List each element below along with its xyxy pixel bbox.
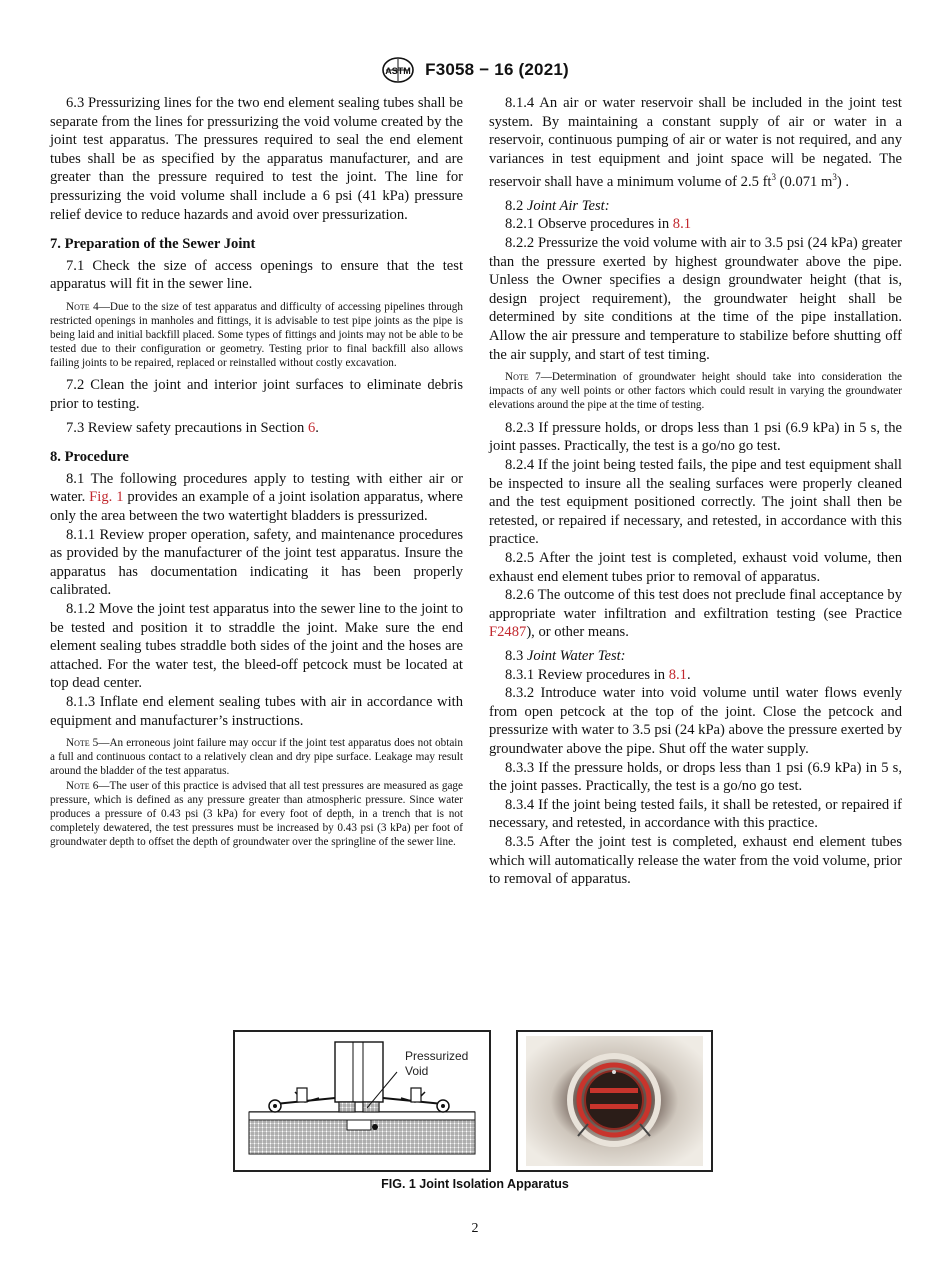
note-6-text: —The user of this practice is advised that all test pressures are measured as gage pressure, which is defined as any pressure greater than atmospheric pressure. Since water produces a pressure of 0.43 psi (3 kPa) for every foot of depth, in a trench that is not completely dewatered, the test pressures must be increased by 0.43 psi (3 kPa) per foot of groundwater depth to offset the depth of groundwater over the springline of the sewer line. bbox=[50, 779, 463, 848]
section-8-2-2: 8.2.2 Pressurize the void volume with air to 3.5 psi (24 kPa) greater than the pressure exerted by highest groundwater above the pipe. Unless the Owner specifies a design groundwater height (that is, design project requirement), the groundwater height shall be determined by site conditions at the time of the pipe installation. Allow the air pressure and temperature to stabilize before shutting off the air supply, and start of test timing. bbox=[489, 235, 902, 363]
section-7-1: 7.1 Check the size of access openings to ensure that the test apparatus will fit in the sewer line. bbox=[50, 257, 463, 293]
section-8-2-3: 8.2.3 If pressure holds, or drops less than 1 psi (6.9 kPa) in 5 s, the joint passes. Practically, the test is a go/no go test. bbox=[489, 419, 902, 455]
heading-section-8: 8. Procedure bbox=[50, 449, 129, 466]
note-6 bbox=[50, 780, 463, 850]
section-8-2-4: 8.2.4 If the joint being tested fails, the pipe and test equipment shall be inspected to insure all the sealing surfaces were properly cleaned and the test equipment positioned correctly. The joint shall then be retested, or repaired if necessary, and retested, in accordance with this practice. bbox=[489, 457, 902, 548]
section-8-2: 8.2 Joint Air Test: bbox=[505, 197, 610, 214]
document-id: F3058 − 16 (2021) bbox=[425, 60, 569, 79]
astm-logo-icon bbox=[381, 56, 415, 84]
section-8-1-1: 8.1.1 Review proper operation, safety, and maintenance procedures as provided by the manufacturer of the joint test apparatus. Insure the apparatus has documentation indicating it has been properly calibrated. bbox=[50, 526, 463, 599]
section-8-2-6: 8.2.6 The outcome of this test does not preclude final acceptance by appropriate water infiltration and exfiltration testing (see Practice F2487), or other means. bbox=[489, 587, 902, 641]
section-8-1-2: 8.1.2 Move the joint test apparatus into the sewer line to the joint to be tested and position it to straddle the joint. Make sure the end element sealing tubes straddle both sides of the joint and the hoses are attached. For the water test, the bleed-off petcock must be located at top dead center. bbox=[50, 601, 463, 692]
pressurized-label: Pressurized bbox=[405, 1049, 469, 1063]
note-7 bbox=[489, 371, 902, 413]
section-8-3-3: 8.3.3 If the pressure holds, or drops less than 1 psi (6.9 kPa) in 5 s, the joint passes. Practically, the test is a go/no go test. bbox=[489, 759, 902, 795]
section-6-3: 6.3 Pressurizing lines for the two end element sealing tubes shall be separate from the lines for pressurizing the void volume created by the joint test apparatus. The pressures required to seal the end element tubes shall be as specified by the apparatus manufacturer, and are greater than the pressure required to test the joint. The line for pressurizing the void volume shall include a 6 psi (41 kPa) pressure relief device to reduce hazards and avoid over pressurization. bbox=[50, 95, 463, 223]
figure-caption: FIG. 1 Joint Isolation Apparatus bbox=[381, 1177, 569, 1191]
link-f2487[interactable]: F2487 bbox=[489, 624, 527, 641]
link-section-8-1-b[interactable]: 8.1 bbox=[668, 666, 687, 683]
apparatus-diagram bbox=[233, 1030, 491, 1172]
section-8-1: 8.1 The following procedures apply to testing with either air or water. Fig. 1 provides an example of a joint isolation apparatus, where only the area between the two watertight bladders is pressurized. bbox=[50, 470, 464, 525]
link-section-6[interactable]: 6 bbox=[307, 419, 316, 436]
page-number: 2 bbox=[471, 1221, 479, 1236]
section-7-2: 7.2 Clean the joint and interior joint surfaces to eliminate debris prior to testing. bbox=[50, 377, 463, 413]
section-8-2-1: 8.2.1 Observe procedures in 8.1 bbox=[505, 216, 692, 233]
section-8-3-4: 8.3.4 If the joint being tested fails, it shall be retested, or repaired if necessary, and retested, in accordance with this practice. bbox=[489, 796, 902, 832]
link-section-8-1[interactable]: 8.1 bbox=[672, 216, 692, 233]
note-6-label: Note 6 bbox=[66, 779, 99, 792]
left-column bbox=[50, 94, 463, 855]
section-7-3: 7.3 Review safety precautions in Section 6. bbox=[66, 419, 319, 436]
note-7-label: Note 7 bbox=[505, 371, 541, 384]
note-4-label: Note 4 bbox=[66, 300, 99, 313]
note-4-text: —Due to the size of test apparatus and difficulty of accessing pipelines through restricted openings in manholes and fittings, it is advisable to test pipe joints as the pipe is being laid and initial backfill placed. Some types of fittings and joints may not be able to be tested due to their configuration or geometry. Testing prior to final backfill also allows failing joints to be repaired, replaced or reinstalled without costly excavation. bbox=[50, 300, 463, 369]
section-8-1-4: 8.1.4 An air or water reservoir shall be included in the joint test system. By maintaining a constant supply of air or water in a reservoir, continuous pumping of air or water is not required, and any variances in test equipment and joint space will be negated. The reservoir shall have a minimum volume of 2.5 $ft^3$ (0.071 $m^3$) . bbox=[489, 95, 902, 191]
section-8-3-5: 8.3.5 After the joint test is completed, exhaust end element tubes which will automatically release the water from the void volume, prior to removal of apparatus. bbox=[489, 833, 902, 888]
note-5-label: Note 5 bbox=[66, 737, 99, 750]
void-label: Void bbox=[405, 1064, 429, 1078]
section-8-2-5: 8.2.5 After the joint test is completed, exhaust void volume, then exhaust end element tubes prior to removal of apparatus. bbox=[489, 550, 902, 585]
note-4 bbox=[50, 301, 463, 371]
note-7-text: —Determination of groundwater height should take into consideration the impacts of any well points or other factors which could result in varying the groundwater elevations around the pipe at the time of testing. bbox=[489, 371, 903, 411]
section-8-3-1: 8.3.1 Review procedures in 8.1. bbox=[505, 666, 691, 683]
note-5-text: —An erroneous joint failure may occur if the joint test apparatus does not obtain a full and continuous contact to a relatively clean and dry pipe surface. Leakage may result around the bladder of the test apparatus. bbox=[50, 737, 463, 777]
heading-section-7: 7. Preparation of the Sewer Joint bbox=[50, 236, 256, 253]
section-8-3-2: 8.3.2 Introduce water into void volume until water flows evenly from open petcock at the top of the joint. Close the petcock and pressurize with water to 3.5 psi (24 kPa) above the pressure exerted by groundwater above the pipe. Shut off the water supply. bbox=[489, 685, 902, 757]
apparatus-photo bbox=[516, 1030, 713, 1172]
section-8-1-3: 8.1.3 Inflate end element sealing tubes with air in accordance with equipment and manufacturer’s instructions. bbox=[50, 693, 463, 729]
svg-text:ASTM: ASTM bbox=[385, 66, 411, 76]
right-column bbox=[489, 94, 902, 889]
note-5 bbox=[50, 737, 463, 779]
page-header bbox=[0, 56, 950, 84]
link-fig-1[interactable]: Fig. 1 bbox=[89, 489, 124, 506]
section-8-3: 8.3 Joint Water Test: bbox=[505, 648, 626, 665]
